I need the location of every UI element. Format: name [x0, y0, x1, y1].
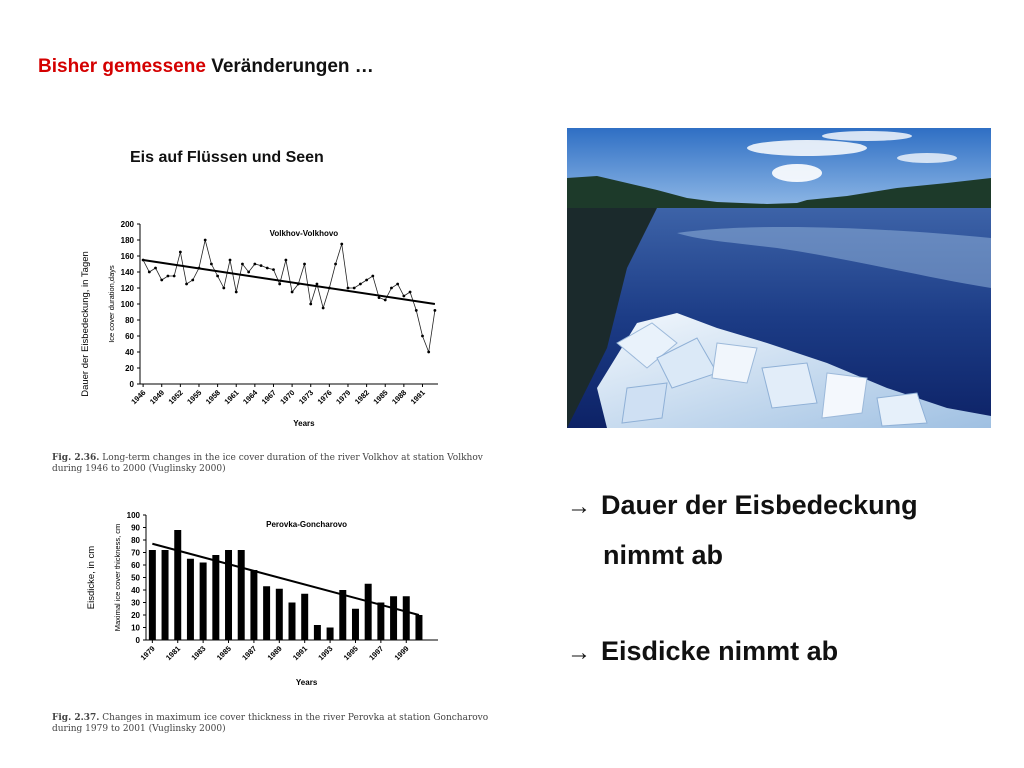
data-point — [266, 267, 269, 270]
y-tick-label: 80 — [131, 536, 140, 545]
y-tick-label: 0 — [135, 636, 140, 645]
data-point — [402, 295, 405, 298]
data-point — [415, 309, 418, 312]
data-point — [390, 287, 393, 290]
data-point — [241, 263, 244, 266]
bar — [200, 563, 207, 641]
data-point — [347, 287, 350, 290]
y-tick-label: 10 — [131, 623, 140, 633]
x-tick-label: 1985 — [214, 644, 233, 663]
data-point — [272, 268, 275, 271]
y-tick-label: 50 — [131, 573, 140, 583]
x-tick-label: 1982 — [352, 388, 372, 407]
bar — [403, 596, 410, 640]
data-point — [334, 263, 337, 266]
section-title: Eis auf Flüssen und Seen — [130, 149, 324, 166]
bar — [149, 550, 156, 640]
bar — [415, 615, 422, 640]
ice-thickness-chart — [60, 505, 460, 695]
data-point — [210, 263, 213, 266]
bar — [390, 596, 397, 640]
trend-line — [143, 260, 435, 304]
data-point — [427, 351, 430, 354]
ice-duration-caption — [52, 453, 512, 475]
y-axis-label-de: Dauer der Eisbedeckung, in Tagen — [80, 251, 91, 397]
x-tick-label: 1958 — [203, 388, 223, 407]
bar — [352, 609, 359, 640]
slide-title-black: Veränderungen … — [211, 56, 374, 77]
data-point — [359, 283, 362, 286]
data-point — [309, 303, 312, 306]
bullet-ice-thickness — [567, 636, 838, 667]
data-point — [173, 275, 176, 278]
data-point — [247, 271, 250, 274]
y-tick-label: 40 — [125, 348, 134, 357]
x-tick-label: 1993 — [316, 644, 335, 663]
y-tick-label: 0 — [129, 380, 134, 389]
data-point — [353, 287, 356, 290]
x-tick-label: 1964 — [241, 388, 260, 407]
x-tick-label: 1991 — [290, 644, 310, 663]
data-point — [160, 279, 163, 282]
x-tick-label: 1955 — [185, 388, 204, 407]
data-point — [291, 291, 294, 294]
x-tick-label: 1961 — [222, 388, 241, 407]
slide-title-red: Bisher gemessene — [38, 56, 206, 77]
data-point — [303, 263, 306, 266]
x-tick-label: 1949 — [147, 388, 167, 407]
y-tick-label: 100 — [126, 511, 140, 520]
data-point — [216, 275, 219, 278]
x-tick-label: 1979 — [334, 388, 353, 407]
data-point — [433, 309, 436, 312]
x-tick-label: 1981 — [163, 644, 183, 663]
y-tick-label: 160 — [120, 252, 134, 261]
x-tick-label: 1979 — [138, 644, 157, 663]
bar — [289, 603, 296, 641]
y-tick-label: 90 — [131, 523, 140, 533]
bar — [238, 550, 245, 640]
y-axis-label-de: Eisdicke, in cm — [86, 545, 97, 610]
x-tick-label: 1946 — [129, 388, 148, 407]
data-point — [229, 259, 232, 262]
x-tick-label: 1987 — [240, 644, 259, 663]
x-tick-label: 1995 — [341, 644, 360, 663]
data-point — [384, 299, 387, 302]
slide-title — [38, 56, 374, 78]
ice-duration-chart — [60, 210, 460, 435]
data-point — [191, 279, 194, 282]
bar — [314, 625, 321, 640]
y-tick-label: 20 — [131, 611, 140, 620]
caption-label: Fig. 2.36. — [52, 453, 100, 463]
y-tick-label: 120 — [120, 284, 134, 293]
bullet-text: Dauer der Eisbedeckung — [601, 490, 918, 520]
y-tick-label: 30 — [131, 598, 140, 608]
y-tick-label: 60 — [131, 561, 140, 570]
arrow-right-icon: → — [567, 639, 591, 666]
bar — [276, 589, 283, 640]
x-tick-label: 1970 — [278, 388, 297, 407]
bar — [250, 570, 257, 640]
data-point — [322, 307, 325, 310]
y-tick-label: 60 — [125, 332, 134, 341]
bullet-text: Eisdicke nimmt ab — [601, 636, 839, 666]
y-axis-label: Maximal ice cover thickness, cm — [113, 523, 122, 632]
x-tick-label: 1967 — [259, 388, 278, 407]
x-tick-label: 1983 — [189, 644, 208, 663]
caption-label: Fig. 2.37. — [52, 713, 100, 723]
bar — [174, 530, 181, 640]
y-tick-label: 40 — [131, 586, 140, 595]
ice-thickness-caption — [52, 713, 512, 735]
x-tick-label: 1997 — [367, 644, 386, 663]
bar — [377, 603, 384, 641]
x-tick-label: 1985 — [371, 388, 390, 407]
arrow-right-icon: → — [567, 493, 591, 520]
caption-text: Long-term changes in the ice cover duration of the river Volkhov at station Volkhov during 1946 to 2000 — [52, 453, 483, 474]
bar — [365, 584, 372, 640]
bar — [212, 555, 219, 640]
data-point — [167, 275, 170, 278]
x-tick-label: 1976 — [315, 388, 334, 407]
caption-source: (Vuglinsky 2000) — [148, 464, 226, 474]
frozen-lake-photo — [567, 128, 991, 428]
data-point — [396, 283, 399, 286]
x-axis-label: Years — [295, 678, 318, 687]
bar — [327, 628, 334, 641]
y-tick-label: 20 — [125, 364, 134, 373]
bar — [339, 590, 346, 640]
x-tick-label: 1952 — [166, 388, 185, 407]
data-point — [148, 271, 151, 274]
chart-title: Perovka-Goncharovo — [266, 520, 348, 529]
y-tick-label: 180 — [120, 236, 134, 245]
caption-text: Changes in maximum ice cover thickness in the river Perovka at station Goncharovo during 1979 to 2001 — [52, 713, 489, 734]
frozen-lake-icon — [567, 128, 991, 428]
caption-source: (Vuglinsky 2000) — [148, 724, 226, 734]
x-tick-label: 1999 — [392, 644, 411, 663]
data-point — [371, 275, 374, 278]
chart-title: Volkhov-Volkhovo — [269, 229, 339, 238]
data-point — [179, 251, 182, 254]
data-point — [409, 291, 412, 294]
x-tick-label: 1991 — [408, 388, 427, 407]
data-point — [260, 264, 263, 267]
y-tick-label: 70 — [131, 548, 140, 558]
x-tick-label: 1989 — [265, 644, 284, 663]
data-point — [284, 259, 287, 262]
data-point — [204, 239, 207, 242]
data-point — [316, 283, 319, 286]
data-point — [278, 283, 281, 286]
bar — [301, 594, 308, 640]
bar — [187, 559, 194, 640]
bar — [263, 586, 270, 640]
x-tick-label: 1973 — [296, 388, 316, 407]
data-point — [421, 335, 424, 338]
y-tick-label: 100 — [120, 300, 134, 309]
y-axis-label: Ice cover duration,days — [107, 265, 116, 343]
y-tick-label: 200 — [120, 220, 134, 229]
data-point — [340, 243, 343, 246]
series-line — [143, 240, 435, 352]
data-point — [185, 283, 188, 286]
bullet-ice-duration — [567, 490, 918, 521]
bullet-ice-duration-line2: nimmt ab — [603, 540, 724, 570]
y-tick-label: 80 — [125, 316, 134, 325]
x-axis-label: Years — [293, 419, 315, 428]
data-point — [235, 291, 238, 294]
data-point — [365, 279, 368, 282]
y-tick-label: 140 — [120, 268, 134, 277]
bar — [162, 550, 169, 640]
x-tick-label: 1988 — [390, 388, 409, 407]
data-point — [253, 263, 256, 266]
data-point — [154, 267, 157, 270]
data-point — [222, 287, 225, 290]
